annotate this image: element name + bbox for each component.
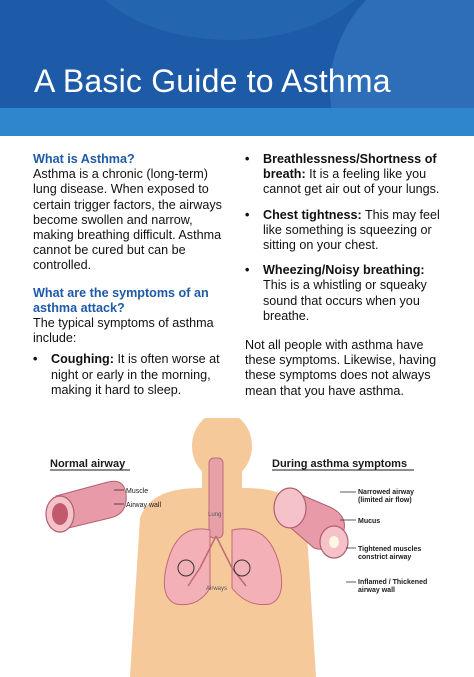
- bullet-icon: •: [245, 207, 250, 222]
- right-column: [245, 152, 440, 399]
- symptoms-list-right: [245, 152, 440, 324]
- symptoms-list-left: [33, 352, 223, 398]
- normal-airway-title: Normal airway: [50, 458, 126, 470]
- inflamed-label: Inflamed / Thickened: [358, 579, 428, 586]
- symptom-name: Chest tightness:: [263, 207, 362, 222]
- what-is-asthma-heading: What is Asthma?: [33, 152, 135, 166]
- symptom-text: This is a whistling or squeaky sound that occurs when you breathe.: [263, 278, 427, 323]
- airways-label: Airways: [206, 586, 228, 592]
- what-is-asthma-body: Asthma is a chronic (long-term) lung disease. When exposed to certain trigger factors, the airways become swollen and narrow, making breathing difficult. Asthma cannot be cured but can be controlled.: [33, 167, 222, 273]
- list-item: [245, 208, 440, 254]
- asthma-airway-diagram: [0, 418, 474, 677]
- symptoms-intro: The typical symptoms of asthma include:: [33, 316, 214, 346]
- list-item: [33, 352, 223, 398]
- bullet-icon: •: [245, 152, 250, 166]
- torso-illustration: [130, 418, 316, 677]
- symptom-text: It is a feeling like you cannot get air out of your lungs.: [263, 167, 440, 197]
- tightened-muscles-label: Tightened muscles: [358, 546, 422, 553]
- symptom-text: It is often worse at night or early in the morning, making it hard to sleep.: [51, 352, 220, 397]
- disclaimer-note: Not all people with asthma have these symptoms. Likewise, having these symptoms does not always mean that you have asthma.: [245, 338, 437, 398]
- list-item: [245, 263, 440, 324]
- bullet-icon: •: [33, 352, 38, 367]
- bullet-icon: •: [245, 263, 250, 278]
- symptom-name: Wheezing/Noisy breathing:: [263, 263, 425, 278]
- airway-wall-label: airway wall: [358, 587, 395, 594]
- symptom-text: This may feel like something is squeezing or sitting on your chest.: [263, 207, 440, 253]
- mucus-label: Mucus: [358, 518, 381, 525]
- constrict-airway-label: constrict airway: [358, 554, 412, 561]
- symptoms-heading: What are the symptoms of an asthma attack?: [33, 285, 209, 315]
- page-title: A Basic Guide to Asthma: [34, 63, 391, 99]
- airway-wall-label: Airway wall: [126, 502, 162, 509]
- muscle-label: Muscle: [126, 488, 149, 495]
- header-decor-circle: [80, 0, 380, 40]
- list-item: [245, 152, 440, 198]
- symptom-name: Coughing:: [51, 352, 114, 367]
- narrowed-airway-label: Narrowed airway: [358, 489, 415, 496]
- limited-air-flow-label: (limited air flow): [358, 497, 412, 504]
- header-band: [0, 108, 474, 136]
- symptom-name: Breathlessness/Shortness of breath:: [263, 152, 437, 182]
- lung-label: Lung: [208, 512, 222, 518]
- asthma-airway-title: During asthma symptoms: [272, 458, 408, 470]
- left-column: [33, 152, 223, 408]
